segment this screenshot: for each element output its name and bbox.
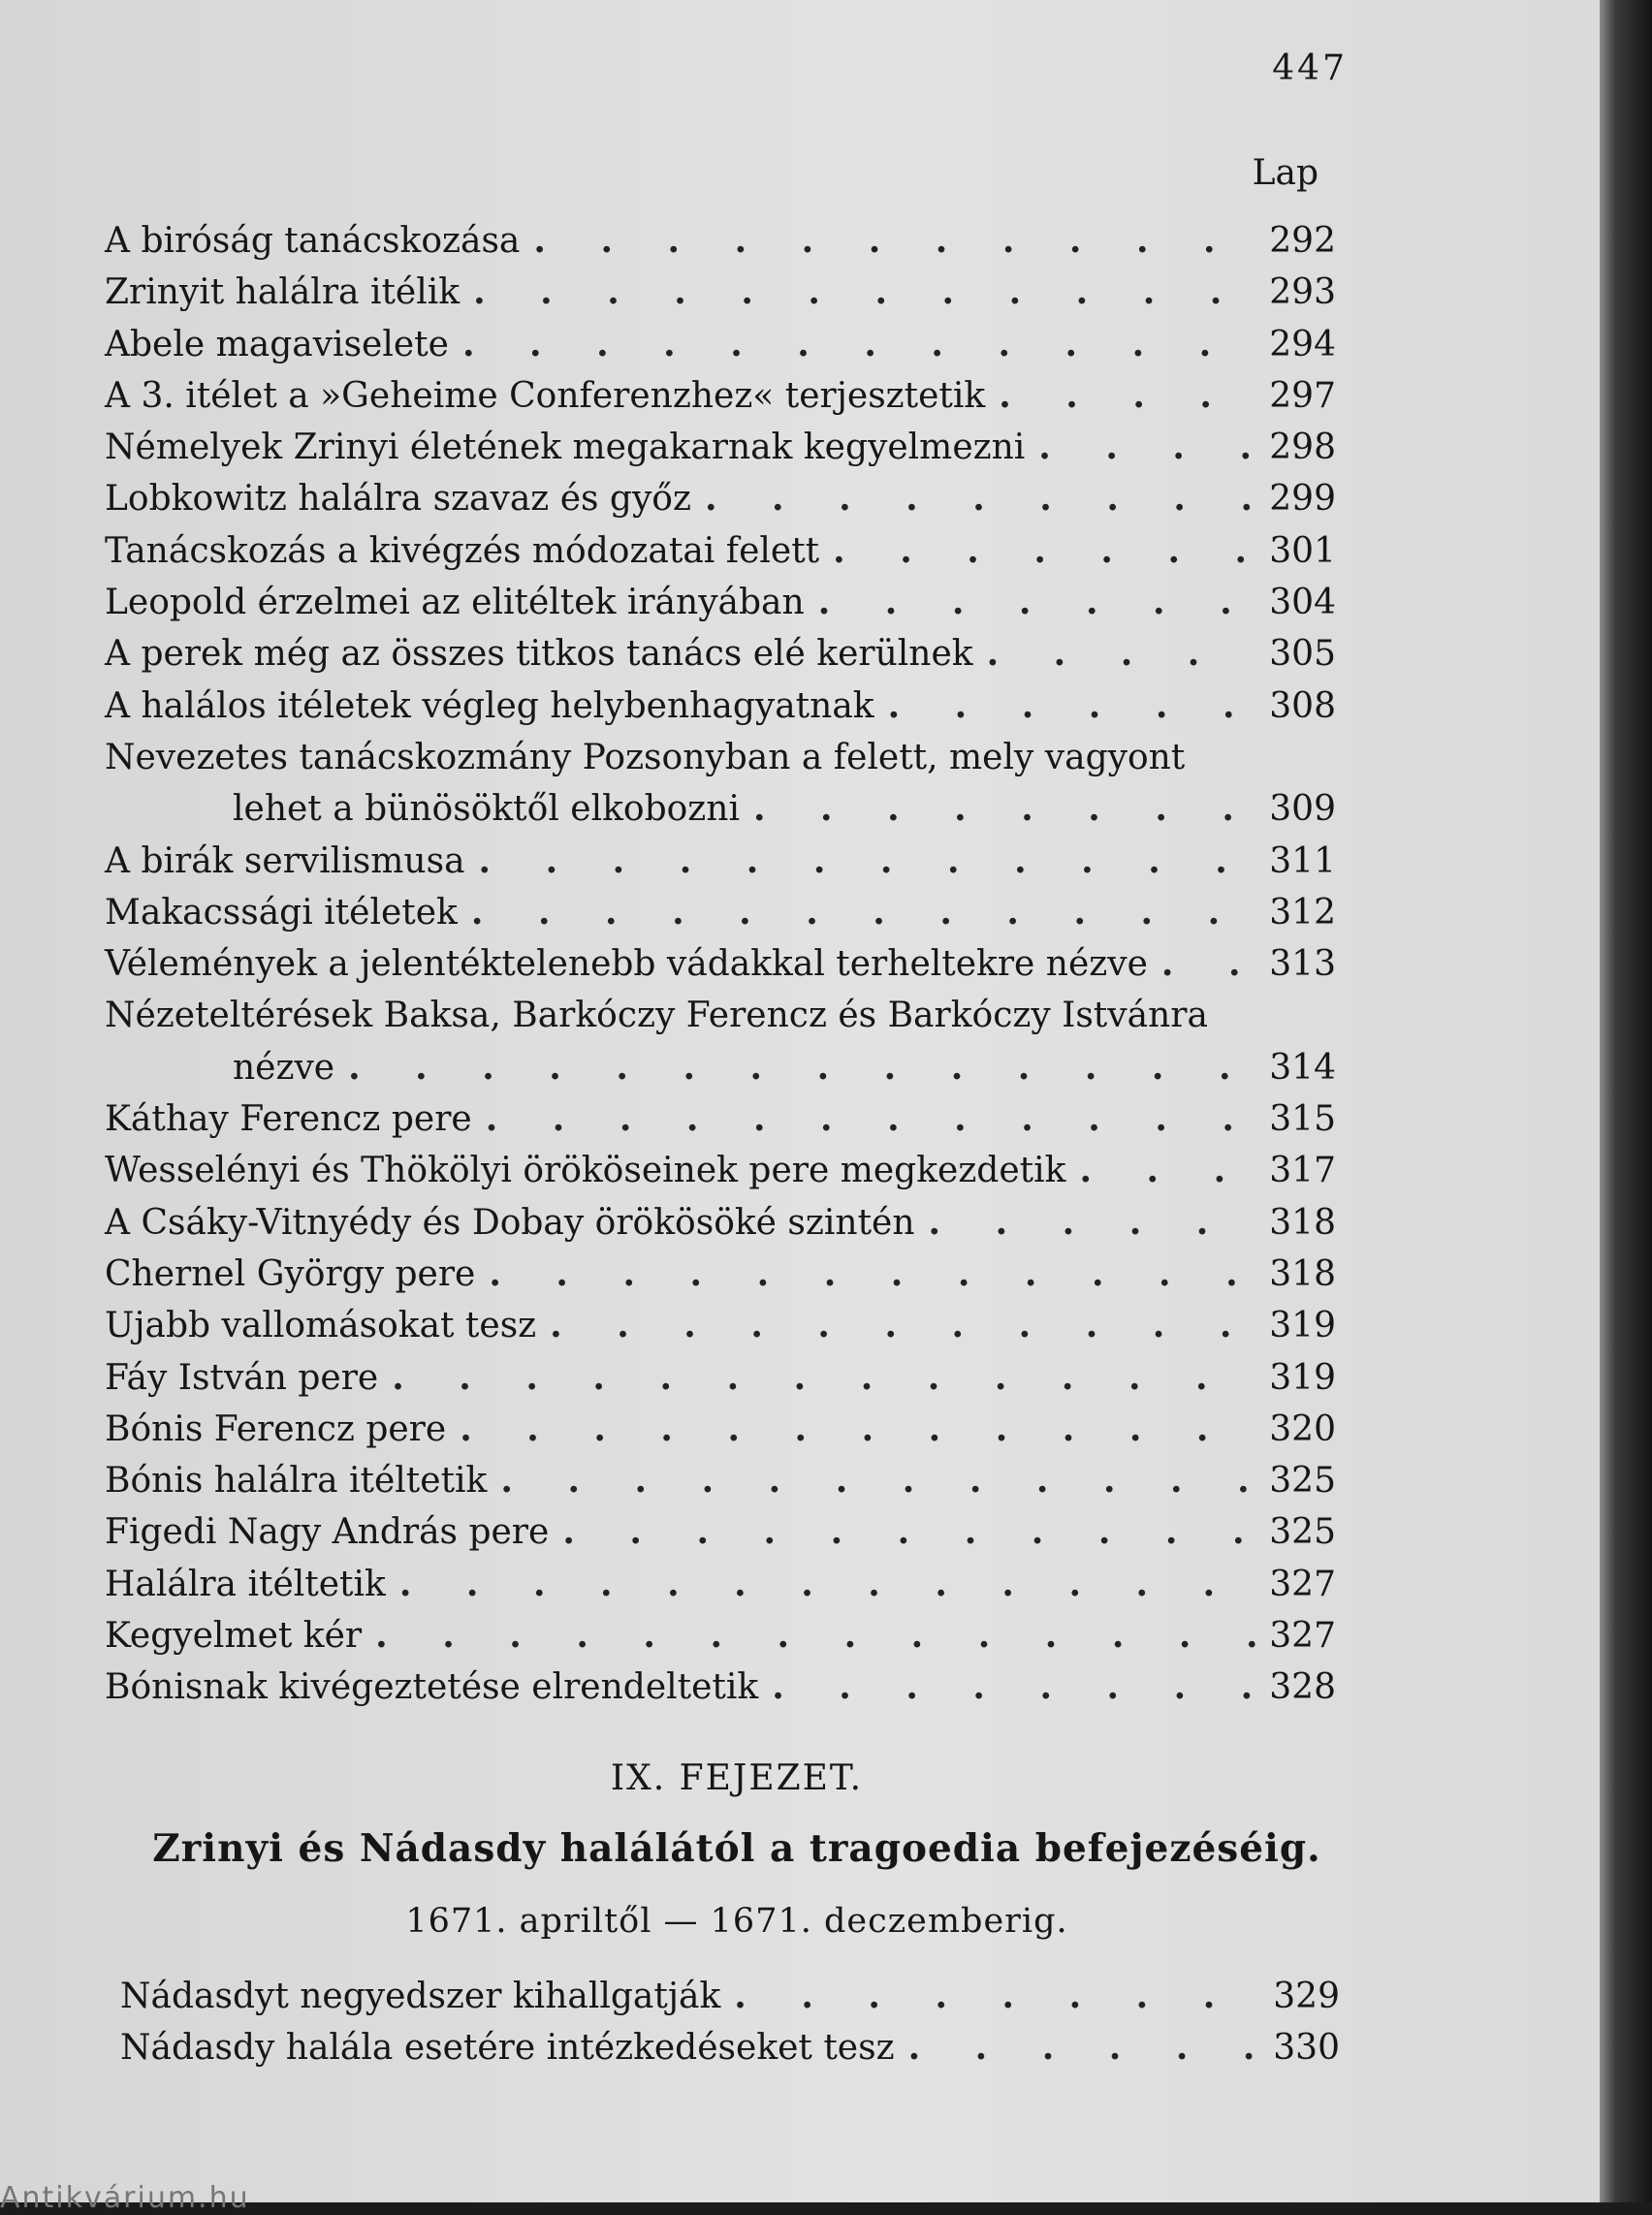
- toc-entry: [105, 319, 1336, 370]
- dot-leader: [908, 2022, 1260, 2073]
- toc-entry-page: 313: [1269, 944, 1336, 985]
- toc-entry: [120, 1971, 1340, 2022]
- dot-leader: [1161, 938, 1255, 990]
- toc-entry: [105, 215, 1336, 267]
- toc-entry: [105, 680, 1336, 732]
- toc-entry-title: Makacssági itéletek: [105, 892, 458, 933]
- toc-entry-title: Vélemények a jelentéktelenebb vádakkal terheltekre nézve: [105, 944, 1148, 985]
- dot-leader: [1079, 1145, 1255, 1196]
- toc-entry-page: 329: [1273, 1977, 1340, 2016]
- dot-leader: [1038, 422, 1255, 473]
- toc-entry: [105, 1145, 1336, 1196]
- toc-entry-title: A perek még az összes titkos tanács elé kerülnek: [105, 634, 973, 675]
- dot-leader: [462, 319, 1255, 370]
- dot-leader: [479, 836, 1256, 887]
- toc-entry-title: A Csáky-Vitnyédy és Dobay örökösöké szintén: [105, 1202, 915, 1243]
- toc-entry: [105, 1455, 1336, 1506]
- toc-entry-page: 319: [1269, 1306, 1336, 1346]
- toc-entry-page: 293: [1269, 272, 1336, 313]
- dot-leader: [348, 1042, 1255, 1093]
- dot-leader: [734, 1971, 1259, 2022]
- toc-entry-title: Nádasdy halála esetére intézkedéseket tesz: [120, 2028, 895, 2069]
- dot-leader: [500, 1455, 1255, 1506]
- dot-leader: [489, 1249, 1255, 1300]
- toc-entry-page: 325: [1269, 1461, 1336, 1502]
- toc-entry-title: Bónisnak kivégeztetése elrendeltetik: [105, 1667, 759, 1708]
- toc-entry-title: Abele magaviselete: [105, 324, 449, 364]
- toc-entry: [105, 422, 1336, 473]
- toc-entry: [105, 1661, 1336, 1713]
- toc-entry-title: Figedi Nagy András pere: [105, 1512, 550, 1553]
- toc-entry-page: 309: [1269, 789, 1336, 830]
- toc-entry-page: 318: [1269, 1202, 1336, 1243]
- toc-entry-title: Lobkowitz halálra szavaz és győz: [105, 479, 691, 520]
- dot-leader: [375, 1610, 1255, 1661]
- toc-entry-page: 301: [1269, 530, 1336, 571]
- toc-entry-title: Wesselényi és Thökölyi örököseinek pere megkezdetik: [105, 1151, 1066, 1191]
- toc-entry-title-continuation: lehet a bünösöktől elkobozni: [233, 789, 740, 830]
- toc-entry-page: 298: [1269, 427, 1336, 468]
- chapter-dates: 1671. apriltől — 1671. deczemberig.: [405, 1902, 1068, 1941]
- toc-entry-title: Fáy István pere: [105, 1357, 379, 1398]
- toc-entry-page: 328: [1269, 1667, 1336, 1708]
- toc-entry: [105, 836, 1336, 887]
- toc-entry: [105, 577, 1336, 628]
- toc-entry-page: 319: [1269, 1357, 1336, 1398]
- toc-entry: [120, 2022, 1340, 2073]
- dot-leader: [818, 577, 1256, 628]
- dot-leader: [987, 628, 1256, 680]
- toc-entry: [105, 990, 1336, 1041]
- page-number: 447: [1272, 48, 1348, 88]
- toc-entry-title: Bónis halálra itéltetik: [105, 1461, 488, 1502]
- toc-entry: [105, 370, 1336, 422]
- toc-entry-page: 314: [1269, 1047, 1336, 1088]
- toc-entry: [105, 1249, 1336, 1300]
- dot-leader: [833, 525, 1255, 577]
- toc-entry-title: A biróság tanácskozása: [105, 221, 521, 261]
- dot-leader: [753, 783, 1255, 835]
- toc-entry: [105, 473, 1336, 524]
- page-binding-shadow: [1600, 0, 1652, 2202]
- dot-leader: [399, 1559, 1255, 1610]
- toc-entry-title: Nézeteltérések Baksa, Barkóczy Ferencz és Barkóczy Istvánra: [105, 996, 1208, 1036]
- toc-entry-page: 294: [1269, 324, 1336, 364]
- toc-entry-page: 304: [1269, 583, 1336, 623]
- toc-entry-title: Chernel György pere: [105, 1253, 476, 1294]
- toc-entry: [105, 1093, 1336, 1145]
- toc-entry-title: Káthay Ferencz pere: [105, 1099, 472, 1140]
- dot-leader: [486, 1093, 1256, 1145]
- toc-entry: [105, 1404, 1336, 1455]
- toc-entry: [105, 267, 1336, 318]
- toc-entry-page: 299: [1269, 479, 1336, 520]
- toc-entry-title: A birák servilismusa: [105, 840, 465, 881]
- toc-entry-page: 315: [1269, 1099, 1336, 1140]
- toc-entry: [105, 732, 1336, 783]
- toc-entry-title: Ujabb vallomásokat tesz: [105, 1306, 537, 1346]
- toc-entry: [105, 628, 1336, 680]
- dot-leader: [473, 267, 1255, 318]
- toc-entry: [105, 1352, 1336, 1404]
- dot-leader: [929, 1197, 1256, 1249]
- chapter-table-of-contents: [120, 1971, 1340, 2074]
- toc-entry: [105, 1506, 1336, 1558]
- toc-entry-page: 327: [1269, 1564, 1336, 1604]
- toc-entry-title-continuation: nézve: [233, 1047, 335, 1088]
- toc-entry-title: Nádasdyt negyedszer kihallgatják: [120, 1977, 721, 2016]
- dot-leader: [460, 1404, 1255, 1455]
- toc-entry-title: Kegyelmet kér: [105, 1616, 363, 1657]
- toc-entry: [105, 938, 1336, 990]
- toc-entry-title: Tanácskozás a kivégzés módozatai felett: [105, 530, 820, 571]
- toc-entry-title: A 3. itélet a »Geheime Conferenzhez« terjesztetik: [105, 375, 986, 416]
- dot-leader: [550, 1300, 1255, 1351]
- toc-entry-title: Zrinyit halálra itélik: [105, 272, 461, 313]
- toc-entry: [105, 887, 1336, 938]
- toc-entry: [105, 1197, 1336, 1249]
- toc-entry-page: 330: [1273, 2028, 1340, 2069]
- dot-leader: [562, 1506, 1255, 1558]
- toc-entry-page: 320: [1269, 1408, 1336, 1449]
- dot-leader: [888, 680, 1256, 732]
- watermark: Antikvárium.hu: [0, 2181, 250, 2215]
- toc-entry-page: 297: [1269, 375, 1336, 416]
- toc-entry-page: 317: [1269, 1151, 1336, 1191]
- toc-entry-title: Bónis Ferencz pere: [105, 1408, 447, 1449]
- toc-entry-page: 312: [1269, 892, 1336, 933]
- toc-entry-page: 327: [1269, 1616, 1336, 1657]
- toc-entry-page: 305: [1269, 634, 1336, 675]
- dot-leader: [392, 1352, 1255, 1404]
- dot-leader: [999, 370, 1255, 422]
- toc-entry-page: 318: [1269, 1253, 1336, 1294]
- dot-leader: [533, 215, 1255, 267]
- toc-entry-page: 292: [1269, 221, 1336, 261]
- toc-entry: [105, 525, 1336, 577]
- toc-entry-page: 325: [1269, 1512, 1336, 1553]
- toc-entry-continuation: [105, 783, 1336, 835]
- toc-entry-title: Nevezetes tanácskozmány Pozsonyban a felett, mely vagyont: [105, 737, 1186, 777]
- toc-entry: [105, 1300, 1336, 1351]
- dot-leader: [471, 887, 1255, 938]
- dot-leader: [705, 473, 1255, 524]
- toc-entry-page: 308: [1269, 685, 1336, 726]
- toc-entry: [105, 1559, 1336, 1610]
- toc-entry-continuation: [105, 1042, 1336, 1093]
- toc-entry-title: Némelyek Zrinyi életének megakarnak kegyelmezni: [105, 427, 1026, 468]
- toc-entry: [105, 1610, 1336, 1661]
- toc-entry-title: Halálra itéltetik: [105, 1564, 386, 1604]
- chapter-title: Zrinyi és Nádasdy halálától a tragoedia befejezéséig.: [152, 1826, 1321, 1871]
- table-of-contents: [105, 215, 1336, 1714]
- toc-entry-title: A halálos itéletek végleg helybenhagyatnak: [105, 685, 874, 726]
- toc-entry-page: 311: [1269, 840, 1336, 881]
- toc-entry-title: Leopold érzelmei az elitéltek irányában: [105, 583, 805, 623]
- page-column-header: Lap: [1252, 153, 1318, 193]
- chapter-label: IX. FEJEZET.: [610, 1758, 864, 1798]
- dot-leader: [772, 1661, 1255, 1713]
